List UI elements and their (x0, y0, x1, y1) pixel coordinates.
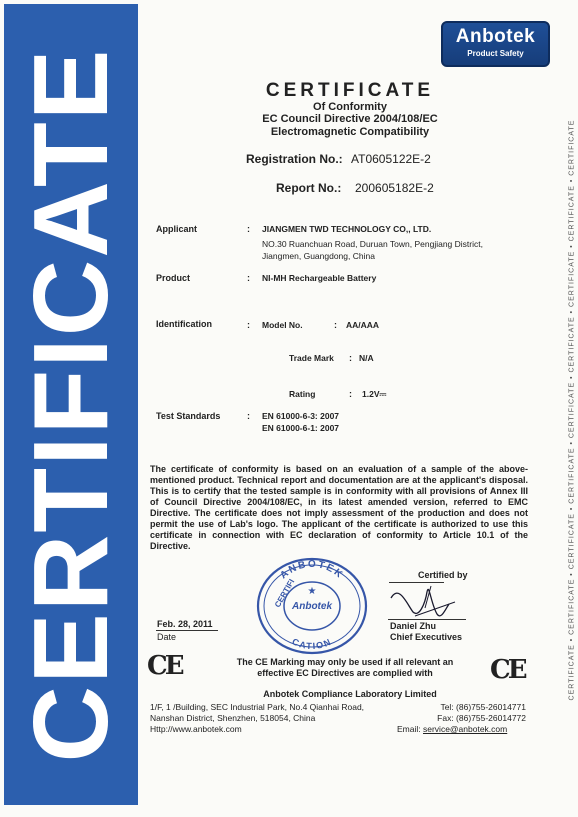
product-value: NI-MH Rechargeable Battery (262, 273, 377, 283)
trademark-colon: : (349, 353, 352, 363)
applicant-address-1: NO.30 Ruanchuan Road, Duruan Town, Pengjiang District, (262, 239, 483, 249)
ce-note-line-2: effective EC Directives are complied with (257, 668, 433, 678)
certificate-title: CERTIFICATE (265, 80, 435, 101)
lab-email[interactable]: service@anbotek.com (423, 724, 508, 734)
security-strip-text: CERTIFICATE • CERTIFICATE • CERTIFICATE • CERTIFICATE • CERTIFICATE • CERTIFICATE • CERTIFICATE • CERTIFICATE • CERTIFICATE (568, 119, 576, 701)
rating-value: 1.2V⎓ (362, 389, 387, 399)
product-label: Product (156, 273, 191, 283)
anbotek-logo (441, 21, 550, 67)
trademark-value: N/A (359, 353, 374, 363)
logo-name: Anbotek (455, 26, 536, 47)
subtitle-directive: EC Council Directive 2004/108/EC (262, 113, 438, 125)
standard-item-2: EN 61000-6-1: 2007 (262, 423, 340, 433)
company-seal (255, 556, 369, 656)
registration-value: AT0605122E-2 (351, 152, 431, 166)
lab-email-row (397, 724, 507, 734)
left-color-band (4, 4, 138, 805)
ce-marking-note (180, 657, 510, 679)
issue-date: Feb. 28, 2011 (157, 619, 213, 629)
model-label: Model No. (262, 320, 303, 330)
security-strip (566, 30, 578, 790)
lab-address-1: 1/F, 1 /Building, SEC Industrial Park, No.4 Qianhai Road, (150, 702, 365, 712)
rating-label: Rating (289, 389, 316, 399)
ce-mark-left: CE (147, 651, 182, 681)
statement-text: The certificate of conformity is based on an evaluation of a sample of the above-mentioned product. Technical report and documentation are at the applicant's disposal. This is to certify that the tested sample is in conformity with all provisions of Annex III of Council Directive 2004/108/EC, in its latest amended version, referred to EMC Directive. The certificate does not imply assessment of the production and does not permit the use of Lab's logo. The applicant of the certificate is authorized to use this certificate in connection with EC declaration of conformity to Article 10.1 of the Directive. (150, 464, 528, 551)
seal-top-text: ANBOTEK (278, 558, 346, 582)
applicant-colon: : (247, 224, 250, 234)
applicant-label: Applicant (156, 224, 198, 234)
lab-fax: Fax: (86)755-26014772 (437, 713, 526, 723)
ce-note-line-1: The CE Marking may only be used if all relevant an (236, 657, 454, 667)
standards-colon: : (247, 411, 250, 421)
subtitle-conformity: Of Conformity (313, 101, 387, 113)
model-colon: : (334, 320, 337, 330)
seal-left-text: CERTIFI (272, 577, 297, 609)
identification-label: Identification (156, 319, 212, 329)
svg-text:CATION (291, 636, 334, 651)
lab-tel: Tel: (86)755-26014771 (440, 702, 526, 712)
identification-colon: : (247, 320, 250, 330)
lab-email-label: Email: (397, 724, 421, 734)
seal-center-text: Anbotek (292, 601, 332, 612)
band-certificate-word: CERTIFICATE (12, 47, 130, 762)
seal-bottom-text: CATION (290, 636, 334, 652)
model-value: AA/AAA (346, 320, 380, 330)
certified-by-label: Certified by (418, 570, 468, 580)
signer-title: Chief Executives (390, 632, 463, 642)
subtitle-emc: Electromagnetic Compatibility (270, 126, 430, 138)
registration-label: Registration No.: (246, 152, 343, 166)
signature-line (388, 619, 466, 620)
lab-address-2: Nanshan District, Shenzhen, 518054, China (150, 713, 316, 723)
standard-item-1: EN 61000-6-3: 2007 (262, 411, 340, 421)
lab-name: Anbotek Compliance Laboratory Limited (263, 689, 437, 699)
conformity-statement (150, 464, 528, 552)
applicant-address-2: Jiangmen, Guangdong, China (262, 251, 375, 261)
logo-tagline: Product Safety (467, 49, 524, 58)
signature-scribble (385, 574, 465, 624)
signer-name: Daniel Zhu (390, 621, 437, 631)
date-underline (156, 630, 218, 631)
report-label: Report No.: (276, 181, 342, 195)
lab-website[interactable]: Http://www.anbotek.com (150, 724, 242, 734)
applicant-name: JIANGMEN TWD TECHNOLOGY CO,, LTD. (262, 224, 432, 234)
report-value: 200605182E-2 (355, 181, 434, 195)
trademark-label: Trade Mark (289, 353, 334, 363)
seal-star-icon: ★ (307, 586, 317, 597)
rating-colon: : (349, 389, 352, 399)
ce-mark-right: CE (490, 655, 525, 685)
date-label: Date (157, 632, 177, 642)
product-colon: : (247, 273, 250, 283)
standards-label: Test Standards (156, 411, 221, 421)
